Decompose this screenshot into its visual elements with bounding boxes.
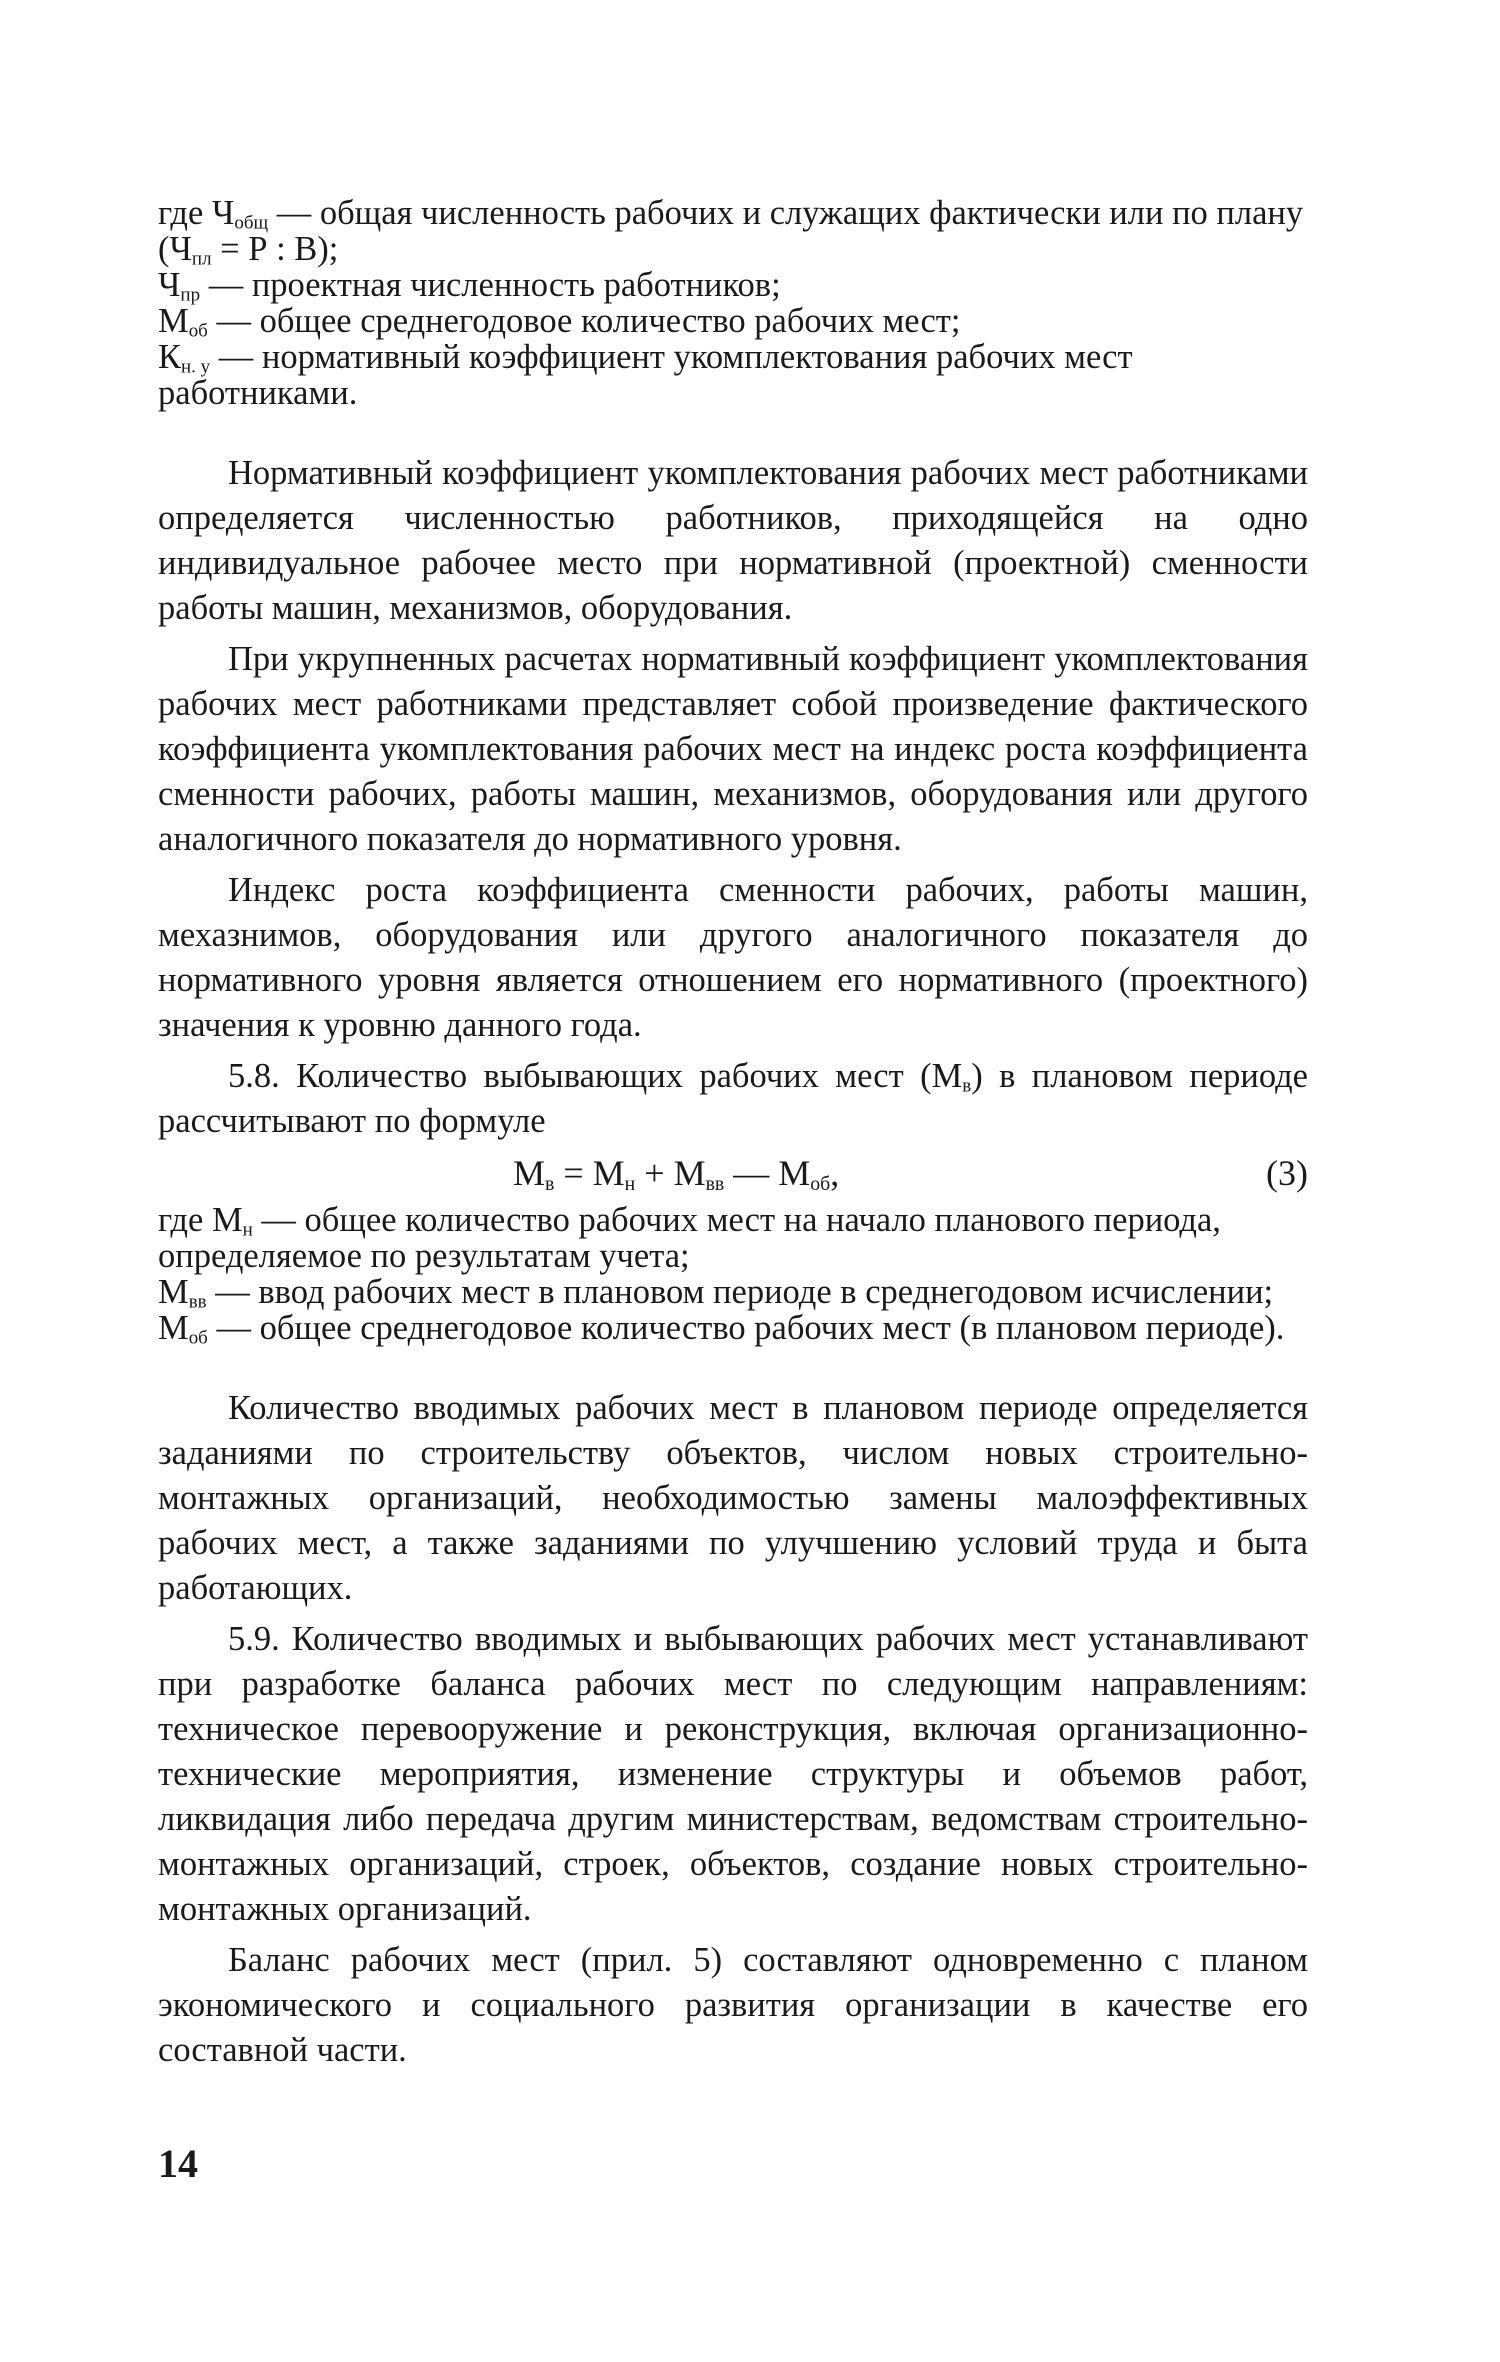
paragraph: Количество вводимых рабочих мест в плановом периоде определяется заданиями по строительству объектов, числом новых строительно-монтажных организаций, необходимостью замены малоэффективных рабочих мест, а также заданиями по улучшению условий труда и быта работающих. (158, 1389, 1308, 1607)
def-subscript: общ (234, 212, 269, 234)
def-symbol: М (158, 302, 189, 340)
def-symbol: М (158, 1309, 189, 1347)
formula-part: , (830, 1153, 840, 1193)
formula-subscript: в (545, 1172, 555, 1195)
definition-m-n (158, 1202, 1308, 1274)
def-text: — общее среднегодовое количество рабочих мест; (207, 302, 961, 340)
section-5-9: 5.9. Количество вводимых и выбывающих рабочих мест устанавливают при разработке баланса рабочих мест по следующим направлениям: техническое перевооружение и реконструкция, включая организационно-технические мероприятия, изменение структуры и объемов работ, ликвидация либо передача другим министерствам, ведомствам строительно-монтажных организаций, строек, объектов, создание новых строительно-монтажных организаций. (158, 1620, 1308, 1928)
page-body (158, 195, 1308, 2073)
def-symbol: М (211, 1201, 243, 1239)
def-symbol: М (158, 1273, 189, 1311)
def-text: — проектная численность работников; (200, 266, 781, 304)
spacer (158, 411, 1308, 451)
formula-expression (513, 1144, 839, 1202)
page-number: 14 (158, 2141, 198, 2186)
paragraph: Индекс роста коэффициента сменности рабочих, работы машин, мехазнимов, оборудования или другого аналогичного показателя до нормативного уровня является отношением его нормативного (проектного) значения к уровню данного года. (158, 871, 1308, 1044)
paragraph: Нормативный коэффициент укомплектования рабочих мест работниками определяется численностью работников, приходящейся на одно индивидуальное рабочее место при нормативной (проектной) сменности работы машин, механизмов, оборудования. (158, 454, 1308, 627)
def-symbol: К (158, 338, 182, 376)
def-subscript: об (188, 320, 208, 342)
def-text: — общее количество рабочих мест на начало планового периода, определяемое по результатам учета; (158, 1201, 1221, 1275)
def-text: — нормативный коэффициент укомплектования рабочих мест работниками. (158, 338, 1133, 412)
def-subscript: об (188, 1327, 208, 1349)
formula-subscript: об (810, 1172, 831, 1195)
def-text: — ввод рабочих мест в плановом периоде в среднегодовом исчислении; (206, 1273, 1274, 1311)
def-symbol: Ч (211, 194, 235, 232)
section-5-8-intro (158, 1054, 1308, 1144)
definition-m-ob-2 (158, 1309, 1308, 1349)
formula-number: (3) (1266, 1153, 1308, 1193)
definition-m-ob (158, 302, 1308, 342)
definition-ch-obsh (158, 194, 1308, 270)
def-subscript: н. у (181, 356, 211, 378)
def-text: — общее среднегодовое количество рабочих мест (в плановом периоде). (207, 1309, 1285, 1347)
def-text: — общая численность рабочих и служащих фактически или по плану (Ч (158, 194, 1304, 268)
definition-ch-pr (158, 266, 1308, 306)
def-text: = Р : В); (211, 230, 339, 268)
formula-subscript: н (624, 1172, 636, 1195)
formula-part: М (513, 1153, 546, 1193)
def-subscript: н (242, 1219, 253, 1241)
definition-k-nu (158, 339, 1308, 411)
formula-part: — М (724, 1153, 811, 1193)
section-text: 5.8. Количество выбывающих рабочих мест (М (228, 1057, 963, 1095)
section-text: ) в плановом периоде рассчитывают по формуле (158, 1057, 1308, 1140)
spacer (158, 1346, 1308, 1386)
def-symbol: Ч (158, 266, 181, 304)
definition-m-vv (158, 1273, 1308, 1313)
def-lead: где (158, 194, 212, 232)
paragraph: При укрупненных расчетах нормативный коэффициент укомплектования рабочих мест работниками представляет собой произведение фактического коэффициента укомплектования рабочих мест на индекс роста коэффициента сменности рабочих, работы машин, механизмов, оборудования или другого аналогичного показателя до нормативного уровня. (158, 640, 1308, 858)
formula-3 (158, 1144, 1308, 1202)
formula-part: = М (554, 1153, 625, 1193)
def-subscript: пр (180, 284, 201, 306)
section-subscript: в (962, 1075, 972, 1097)
def-subscript: пл (191, 248, 212, 270)
formula-subscript: вв (705, 1172, 725, 1195)
def-lead: где (158, 1201, 212, 1239)
def-subscript: вв (188, 1291, 207, 1313)
paragraph: Баланс рабочих мест (прил. 5) составляют одновременно с планом экономического и социального развития организации в качестве его составной части. (158, 1941, 1308, 2069)
formula-part: + М (635, 1153, 706, 1193)
